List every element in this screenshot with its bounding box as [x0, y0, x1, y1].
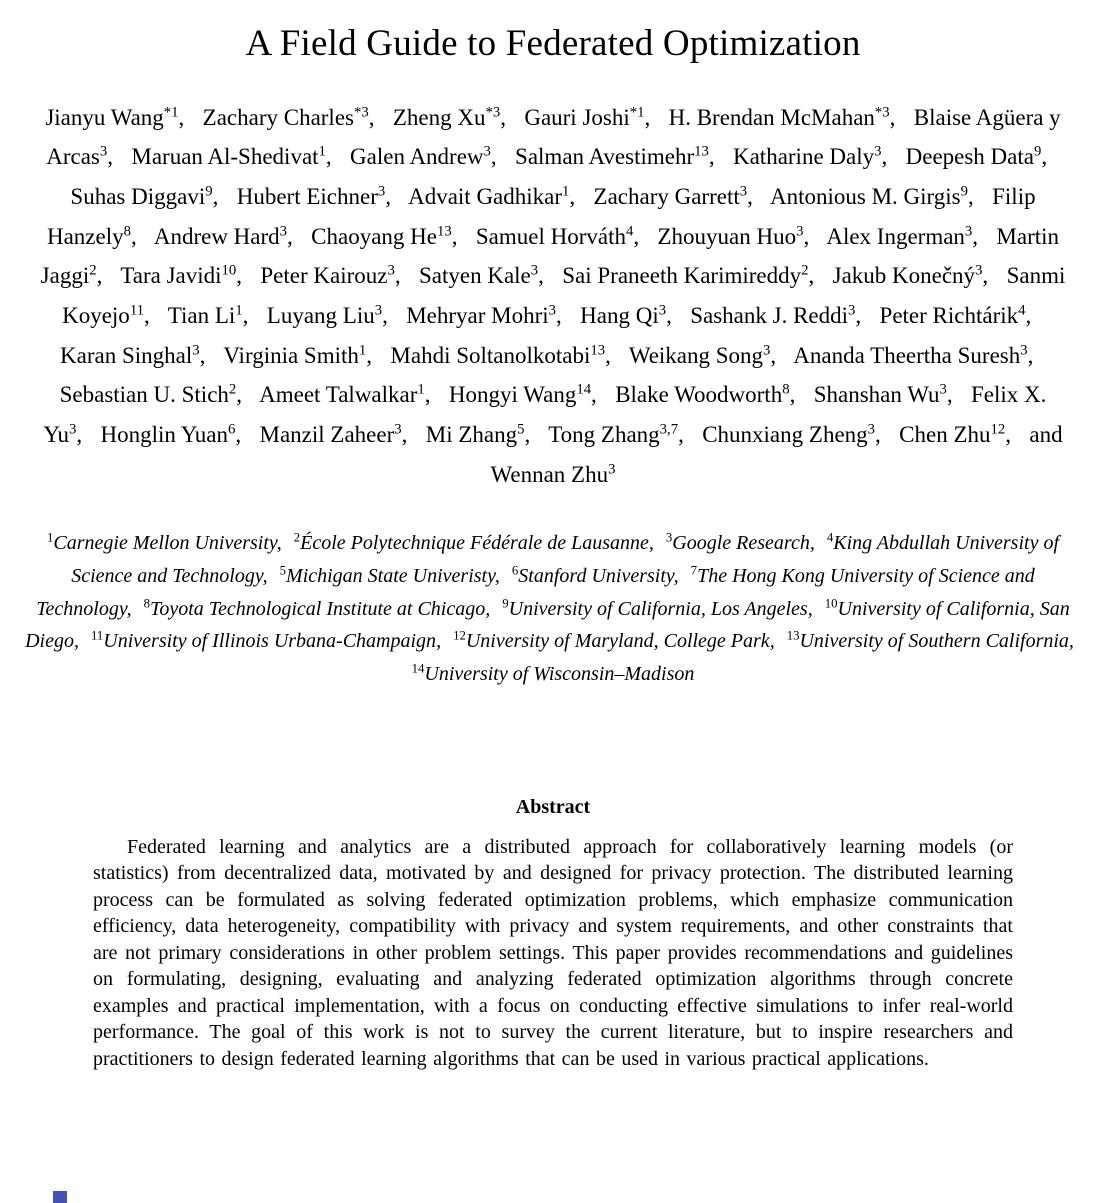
- affiliation-block: [24, 525, 1082, 688]
- author: Suhas Diggavi$^9$,: [70, 183, 219, 209]
- author: Chen Zhu$^{12}$,: [899, 421, 1011, 447]
- author: Blake Woodworth$^8$,: [615, 381, 796, 408]
- author: Tong Zhang$^{3,7}$,: [548, 421, 684, 447]
- author: Advait Gadhikar$^1$,: [408, 183, 576, 209]
- affiliation: $^{13}$University of Southern California,: [786, 628, 1074, 653]
- author: and Wennan Zhu$^3$: [490, 421, 1063, 487]
- author: Ananda Theertha Suresh$^3$,: [793, 341, 1034, 368]
- author: Chaoyang He$^{13}$,: [311, 222, 458, 249]
- author: Felix X. Yu$^3$,: [43, 382, 1047, 447]
- author: Sashank J. Reddi$^3$,: [690, 302, 862, 328]
- author: Weikang Song$^3$,: [628, 341, 777, 368]
- affiliation: $^3$Google Research,: [665, 530, 815, 555]
- author: Salman Avestimehr$^{13}$,: [515, 143, 715, 170]
- affiliation: $^1$Carnegie Mellon University,: [47, 530, 282, 555]
- author: Karan Singhal$^3$,: [60, 341, 206, 368]
- affiliation: $^{10}$University of California, San Diego,: [25, 595, 1070, 653]
- author: Luyang Liu$^3$,: [266, 302, 388, 328]
- affiliation: $^4$King Abdullah University of Science and Technology,: [71, 530, 1059, 587]
- author: Virginia Smith$^1$,: [223, 341, 373, 368]
- affiliation: $^9$University of California, Los Angeles,: [502, 595, 813, 620]
- author: Blaise Agüera y Arcas$^3$,: [46, 104, 1061, 170]
- author: Zheng Xu$^{*3}$,: [392, 104, 506, 130]
- author: Deepesh Data$^9$,: [905, 143, 1048, 170]
- author: Jianyu Wang$^{*1}$,: [45, 104, 185, 130]
- author: Hongyi Wang$^{14}$,: [448, 381, 597, 408]
- paper-title: A Field Guide to Federated Optimization: [245, 23, 861, 64]
- author: Mehryar Mohri$^3$,: [406, 302, 562, 328]
- author: Tian Li$^1$,: [167, 302, 249, 328]
- author: Ameet Talwalkar$^1$,: [259, 381, 431, 408]
- author: Chunxiang Zheng$^3$,: [702, 421, 881, 447]
- affiliation: $^7$The Hong Kong University of Science and Technology,: [36, 563, 1035, 620]
- author: Satyen Kale$^3$,: [418, 262, 544, 289]
- author: Samuel Horváth$^4$,: [475, 222, 640, 249]
- author: Sanmi Koyejo$^{11}$,: [62, 263, 1066, 328]
- affiliation: $^{14}$University of Wisconsin–Madison: [411, 661, 695, 685]
- author: Mi Zhang$^5$,: [425, 421, 531, 447]
- affiliation: $^{12}$University of Maryland, College Park,: [453, 628, 775, 653]
- author: Antonious M. Girgis$^9$,: [769, 183, 974, 209]
- author: Hubert Eichner$^3$,: [236, 183, 391, 209]
- abstract-text: Federated learning and analytics are a distributed approach for collaboratively learning models (or statistics) from decentralized data, motivated by and designed for privacy protection. The distributed learning process can be formulated as solving federated optimization problems, which emphasize communication efficiency, data heterogeneity, compatibility with privacy and system requirements, and other constraints that are not primary considerations in other problem settings. This paper provides recommendations and guidelines on formulating, designing, evaluating and analyzing federated optimization algorithms through concrete examples and practical implementation, with a focus on conducting effective simulations to infer real-world performance. The goal of this work is not to survey the current literature, but to inspire researchers and practitioners to design federated learning algorithms that can be used in various practical applications.: [93, 835, 1013, 1070]
- affiliation: $^2$École Polytechnique Fédérale de Lausanne,: [293, 530, 654, 555]
- author: Katharine Daly$^3$,: [732, 143, 888, 170]
- author: Tara Javidi$^{10}$,: [120, 262, 242, 289]
- author: Zachary Garrett$^3$,: [593, 183, 753, 209]
- author: H. Brendan McMahan$^{*3}$,: [668, 104, 896, 130]
- author: Galen Andrew$^3$,: [350, 143, 497, 170]
- author: Peter Kairouz$^3$,: [260, 262, 401, 289]
- author: Peter Richtárik$^4$,: [879, 302, 1032, 328]
- author: Mahdi Soltanolkotabi$^{13}$,: [390, 341, 611, 368]
- author: Hang Qi$^3$,: [580, 302, 672, 328]
- author: Martin Jaggi$^2$,: [40, 223, 1060, 289]
- author: Andrew Hard$^3$,: [153, 222, 293, 249]
- author: Zachary Charles$^{*3}$,: [202, 104, 375, 130]
- author: Gauri Joshi$^{*1}$,: [524, 104, 651, 130]
- author: Sebastian U. Stich$^2$,: [59, 381, 243, 408]
- author: Alex Ingerman$^3$,: [826, 222, 979, 249]
- author: Maruan Al-Shedivat$^1$,: [131, 143, 332, 170]
- affiliation: $^{11}$University of Illinois Urbana-Champaign,: [90, 628, 442, 653]
- author: Manzil Zaheer$^3$,: [259, 421, 408, 447]
- abstract-heading: Abstract: [515, 795, 591, 818]
- author: Honglin Yuan$^6$,: [100, 421, 242, 447]
- affiliation: $^8$Toyota Technological Institute at Chicago,: [143, 595, 491, 620]
- affiliation: $^6$Stanford University,: [511, 563, 679, 587]
- author-block: [36, 95, 1070, 492]
- author: Zhouyuan Huo$^3$,: [657, 222, 810, 249]
- abstract-section: [93, 796, 1013, 1073]
- cropped-blue-link-fragment: [53, 1191, 67, 1203]
- affiliation: $^5$Michigan State Univeristy,: [279, 563, 500, 587]
- author: Filip Hanzely$^8$,: [46, 183, 1036, 249]
- author: Jakub Konečný$^3$,: [832, 262, 989, 289]
- author: Sai Praneeth Karimireddy$^2$,: [562, 262, 815, 289]
- author: Shanshan Wu$^3$,: [813, 381, 953, 408]
